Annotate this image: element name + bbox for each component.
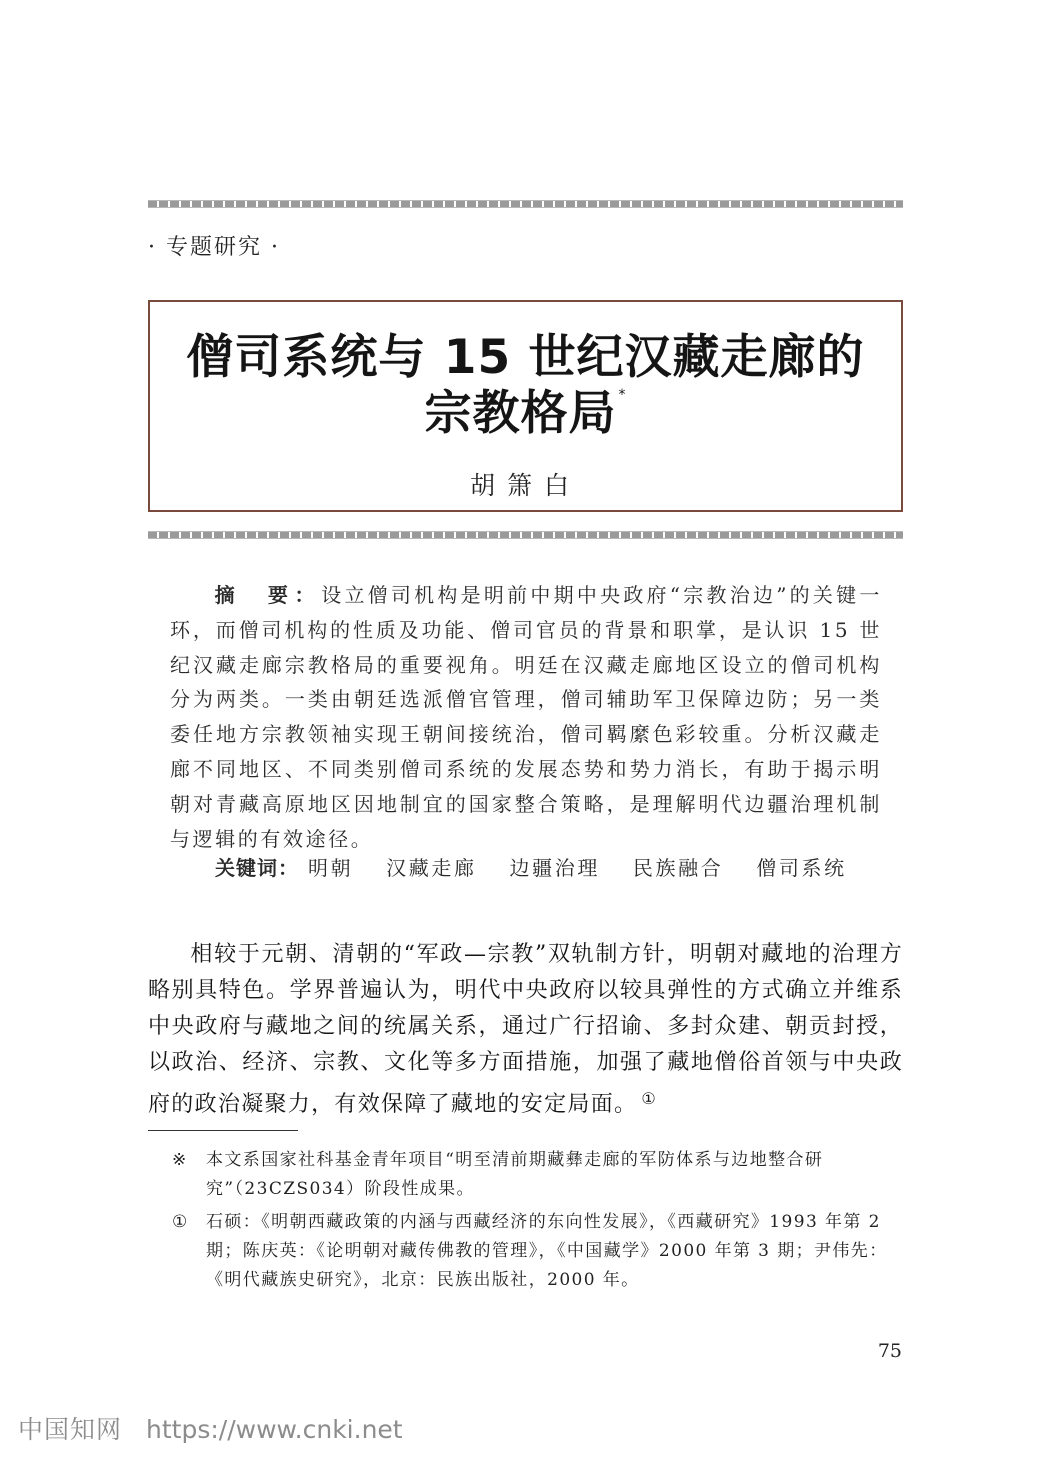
- article-title-line-1: 僧司系统与 15 世纪汉藏走廊的: [186, 330, 865, 385]
- footnote-reference[interactable]: ①: [641, 1089, 657, 1108]
- body-paragraph: [148, 937, 903, 1123]
- title-footnote-mark: *: [618, 387, 627, 403]
- author-name: 胡箫白: [469, 471, 581, 500]
- abstract-label: 摘 要：: [214, 583, 322, 607]
- keyword-item: 汉藏走廊: [386, 856, 477, 880]
- abstract: [170, 578, 882, 856]
- watermark-url: https://www.cnki.net: [146, 1415, 403, 1444]
- footnote-item: [172, 1146, 902, 1204]
- article-title-line-2: [150, 376, 901, 443]
- footnotes: [172, 1146, 902, 1299]
- footnote-symbol: ①: [172, 1212, 189, 1232]
- title-box: [148, 300, 903, 512]
- footnote-symbol: ※: [172, 1150, 188, 1170]
- keywords: [215, 852, 905, 881]
- footnote-text: 石硕：《明朝西藏政策的内涵与西藏经济的东向性发展》，《西藏研究》1993 年第 2 期；陈庆英：《论明朝对藏传佛教的管理》，《中国藏学》2000 年第 3 期；尹伟先：《明代藏族史研究》，北京：民族出版社，2000 年。: [206, 1212, 888, 1290]
- keyword-item: 明朝: [307, 856, 354, 880]
- footnote-item: [172, 1208, 902, 1295]
- section-label: · 专题研究 ·: [148, 235, 280, 260]
- abstract-text: 设立僧司机构是明前中期中央政府“宗教治边”的关键一环，而僧司机构的性质及功能、僧司官员的背景和职掌，是认识 15 世纪汉藏走廊宗教格局的重要视角。明廷在汉藏走廊地区设立的僧司机构分为两类。一类由朝廷选派僧官管理，僧司辅助军卫保障边防；另一类委任地方宗教领袖实现王朝间接统治，僧司羁縻色彩较重。分析汉藏走廊不同地区、不同类别僧司系统的发展态势和势力消长，有助于揭示明朝对青藏高原地区因地制宜的国家整合策略，是理解明代边疆治理机制与逻辑的有效途径。: [170, 583, 883, 851]
- keyword-item: 僧司系统: [756, 856, 847, 880]
- keyword-item: 边疆治理: [509, 856, 600, 880]
- article-title-line-2-text: 宗教格局: [424, 386, 617, 441]
- keyword-item: 民族融合: [632, 856, 724, 880]
- footnote-text: 本文系国家社科基金青年项目“明至清前期藏彝走廊的军防体系与边地整合研究”（23CZS034）阶段性成果。: [206, 1150, 824, 1199]
- keywords-label: 关键词：: [215, 856, 299, 880]
- page-number: 75: [877, 1340, 902, 1362]
- bottom-decorative-rule: [148, 531, 903, 539]
- cnki-watermark: [18, 1410, 403, 1446]
- watermark-brand: 中国知网: [18, 1415, 123, 1444]
- body-paragraph-text: 相较于元朝、清朝的“军政—宗教”双轨制方针，明朝对藏地的治理方略别具特色。学界普遍认为，明代中央政府以较具弹性的方式确立并维系中央政府与藏地之间的统属关系，通过广行招谕、多封众建、朝贡封授，以政治、经济、宗教、文化等多方面措施，加强了藏地僧俗首领与中央政府的政治凝聚力，有效保障了藏地的安定局面。: [148, 942, 903, 1117]
- top-decorative-rule: [148, 200, 903, 208]
- footnote-divider: [148, 1130, 298, 1131]
